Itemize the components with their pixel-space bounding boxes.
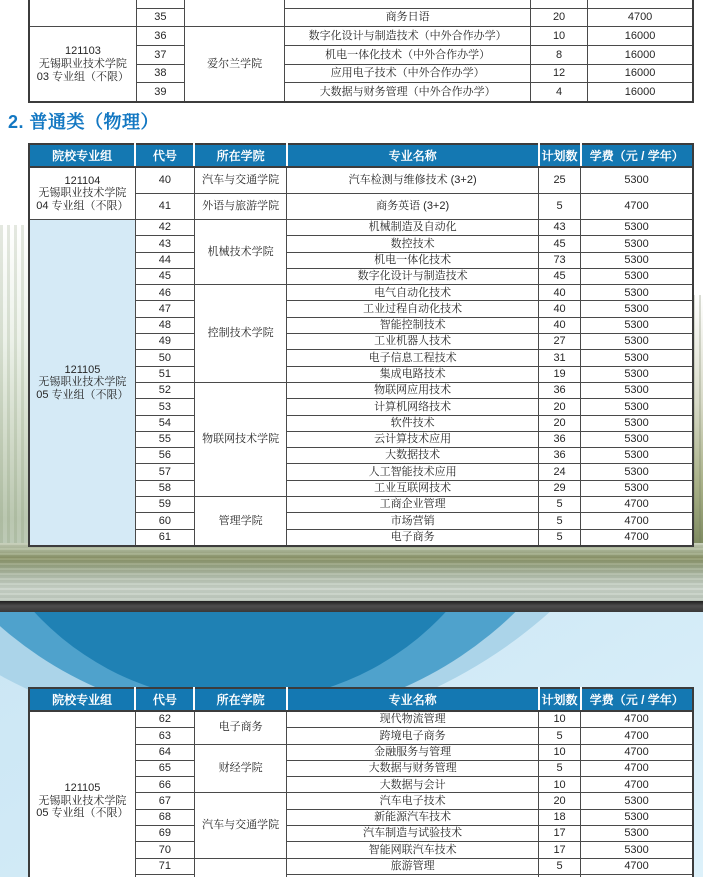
col-header-major: 专业名称 <box>287 144 539 167</box>
plan-cell: 5 <box>539 728 581 744</box>
code-cell: 38 <box>136 64 184 83</box>
section-title: 2. 普通类（物理） <box>8 112 160 132</box>
major-cell: 物联网应用技术 <box>287 382 539 398</box>
group-line: 无锡职业技术学院 <box>38 794 127 807</box>
group-cell <box>29 167 135 220</box>
plan-cell: 20 <box>539 415 581 431</box>
table-row <box>29 711 693 728</box>
fee-cell: 5300 <box>581 268 693 284</box>
major-cell: 市场营销 <box>287 513 539 529</box>
col-header-plan: 计划数 <box>539 688 581 711</box>
col-header-major: 专业名称 <box>287 688 539 711</box>
plan-cell <box>530 0 587 8</box>
code-cell: 41 <box>135 194 194 220</box>
code-cell: 42 <box>135 220 194 236</box>
code-cell: 44 <box>135 252 194 268</box>
code-cell: 62 <box>135 711 194 728</box>
plan-cell: 20 <box>539 399 581 415</box>
college-cell <box>194 858 286 877</box>
admission-table-middle <box>28 143 694 547</box>
fee-cell: 5300 <box>581 448 693 464</box>
fee-cell: 5300 <box>581 220 693 236</box>
plan-cell: 10 <box>539 777 581 793</box>
major-cell: 电气自动化技术 <box>287 285 539 301</box>
fee-cell: 4700 <box>581 744 693 760</box>
fee-cell: 5300 <box>581 236 693 252</box>
page-separator-bar <box>0 601 703 612</box>
fee-cell: 4700 <box>581 858 693 874</box>
code-cell: 39 <box>136 83 184 102</box>
fee-cell: 4700 <box>581 529 693 546</box>
fee-cell: 4700 <box>581 777 693 793</box>
code-cell: 36 <box>136 27 184 46</box>
plan-cell: 36 <box>539 382 581 398</box>
code-cell: 66 <box>135 777 194 793</box>
plan-cell: 4 <box>530 83 587 102</box>
fee-cell: 5300 <box>581 826 693 842</box>
code-cell: 67 <box>135 793 194 809</box>
code-cell: 50 <box>135 350 194 366</box>
major-cell: 机电一体化技术 <box>287 252 539 268</box>
major-cell: 新能源汽车技术 <box>287 809 539 825</box>
code-cell: 54 <box>135 415 194 431</box>
plan-cell: 12 <box>530 64 587 83</box>
code-cell: 43 <box>135 236 194 252</box>
major-cell: 汽车检测与维修技术 (3+2) <box>287 167 539 194</box>
major-cell: 数控技术 <box>287 236 539 252</box>
plan-cell: 5 <box>539 194 581 220</box>
major-cell: 人工智能技术应用 <box>287 464 539 480</box>
major-cell: 商务日语 <box>285 8 531 27</box>
code-cell: 56 <box>135 448 194 464</box>
group-line: 121105 <box>64 363 101 376</box>
plan-cell: 18 <box>539 809 581 825</box>
plan-cell: 5 <box>539 858 581 874</box>
code-cell: 57 <box>135 464 194 480</box>
group-line: 05 专业组（不限） <box>36 807 129 820</box>
plan-cell: 36 <box>539 431 581 447</box>
major-cell: 数字化设计与制造技术（中外合作办学） <box>285 27 531 46</box>
code-cell: 64 <box>135 744 194 760</box>
table-row <box>29 27 693 46</box>
code-cell: 70 <box>135 842 194 858</box>
code-cell: 60 <box>135 513 194 529</box>
fee-cell: 5300 <box>581 464 693 480</box>
group-line: 03 专业组（不限） <box>36 70 130 83</box>
major-cell: 工业互联网技术 <box>287 480 539 496</box>
major-cell: 云计算技术应用 <box>287 431 539 447</box>
group-line: 121104 <box>64 174 101 187</box>
fee-cell: 5300 <box>581 431 693 447</box>
fee-cell: 5300 <box>581 285 693 301</box>
group-cell <box>29 27 136 102</box>
major-cell: 金融服务与管理 <box>287 744 539 760</box>
plan-cell: 43 <box>539 220 581 236</box>
college-cell: 财经学院 <box>194 744 286 793</box>
fee-cell: 5300 <box>581 399 693 415</box>
plan-cell: 40 <box>539 301 581 317</box>
fee-cell: 16000 <box>588 83 693 102</box>
col-header-plan: 计划数 <box>539 144 581 167</box>
group-cell <box>29 220 135 546</box>
plan-cell: 5 <box>539 497 581 513</box>
group-line: 无锡职业技术学院 <box>38 57 127 70</box>
major-cell: 数字化设计与制造技术 <box>287 268 539 284</box>
table-row <box>29 0 693 8</box>
group-line: 04 专业组（不限） <box>36 199 129 212</box>
fee-cell: 16000 <box>588 64 693 83</box>
college-cell: 汽车与交通学院 <box>194 793 286 858</box>
group-line: 05 专业组（不限） <box>36 388 129 401</box>
fee-cell: 4700 <box>581 513 693 529</box>
plan-cell: 8 <box>530 46 587 65</box>
major-cell: 大数据与会计 <box>287 777 539 793</box>
code-cell: 58 <box>135 480 194 496</box>
major-cell: 计算机网络技术 <box>287 399 539 415</box>
plan-cell: 10 <box>539 744 581 760</box>
code-cell: 63 <box>135 728 194 744</box>
major-cell: 大数据与财务管理 <box>287 760 539 776</box>
code-cell: 59 <box>135 497 194 513</box>
code-cell: 49 <box>135 334 194 350</box>
code-cell: 47 <box>135 301 194 317</box>
fee-cell: 5300 <box>581 167 693 194</box>
fee-cell <box>588 0 693 8</box>
college-cell: 机械技术学院 <box>194 220 286 285</box>
code-cell: 53 <box>135 399 194 415</box>
plan-cell: 73 <box>539 252 581 268</box>
col-header-college: 所在学院 <box>194 688 286 711</box>
major-cell: 商务英语 (3+2) <box>287 194 539 220</box>
fee-cell: 16000 <box>588 27 693 46</box>
fee-cell: 5300 <box>581 366 693 382</box>
plan-cell: 10 <box>530 27 587 46</box>
table-row <box>29 220 693 236</box>
college-cell: 物联网技术学院 <box>194 382 286 496</box>
code-cell: 71 <box>135 858 194 874</box>
plan-cell: 45 <box>539 236 581 252</box>
col-header-fee: 学费（元 / 学年） <box>581 144 693 167</box>
group-line: 121103 <box>64 45 101 58</box>
plan-cell: 25 <box>539 167 581 194</box>
plan-cell: 29 <box>539 480 581 496</box>
major-cell: 智能控制技术 <box>287 317 539 333</box>
plan-cell: 19 <box>539 366 581 382</box>
fee-cell: 4700 <box>581 497 693 513</box>
code-cell: 51 <box>135 366 194 382</box>
major-cell: 汽车制造与试验技术 <box>287 826 539 842</box>
college-cell: 电子商务 <box>194 711 286 744</box>
college-cell: 管理学院 <box>194 497 286 546</box>
code-cell: 52 <box>135 382 194 398</box>
plan-cell: 5 <box>539 513 581 529</box>
col-header-fee: 学费（元 / 学年） <box>581 688 693 711</box>
college-cell: 爱尔兰学院 <box>184 27 284 102</box>
fee-cell: 5300 <box>581 317 693 333</box>
fee-cell: 5300 <box>581 415 693 431</box>
plan-cell: 36 <box>539 448 581 464</box>
major-cell: 工业机器人技术 <box>287 334 539 350</box>
col-header-college: 所在学院 <box>194 144 286 167</box>
code-cell: 68 <box>135 809 194 825</box>
major-cell: 现代物流管理 <box>287 711 539 728</box>
major-cell: 跨境电子商务 <box>287 728 539 744</box>
fee-cell: 4700 <box>581 711 693 728</box>
code-cell: 46 <box>135 285 194 301</box>
fee-cell: 5300 <box>581 252 693 268</box>
plan-cell: 10 <box>539 711 581 728</box>
plan-cell: 20 <box>530 8 587 27</box>
fee-cell: 5300 <box>581 842 693 858</box>
college-cell: 控制技术学院 <box>194 285 286 383</box>
table-mid-wrap <box>28 143 694 547</box>
plan-cell: 40 <box>539 285 581 301</box>
major-cell: 大数据技术 <box>287 448 539 464</box>
code-cell: 35 <box>136 8 184 27</box>
college-cell: 外语与旅游学院 <box>194 194 286 220</box>
fee-cell: 5300 <box>581 382 693 398</box>
plan-cell: 45 <box>539 268 581 284</box>
plan-cell: 5 <box>539 760 581 776</box>
major-cell: 电子商务 <box>287 529 539 546</box>
group-line: 121105 <box>64 782 101 795</box>
group-line: 无锡职业技术学院 <box>38 187 127 200</box>
header-row <box>29 688 693 711</box>
plan-cell: 31 <box>539 350 581 366</box>
major-cell: 集成电路技术 <box>287 366 539 382</box>
code-cell: 45 <box>135 268 194 284</box>
major-cell: 旅游管理 <box>287 858 539 874</box>
code-cell: 61 <box>135 529 194 546</box>
major-cell: 智能网联汽车技术 <box>287 842 539 858</box>
fee-cell: 4700 <box>588 8 693 27</box>
major-cell: 汽车电子技术 <box>287 793 539 809</box>
major-cell: 机械制造及自动化 <box>287 220 539 236</box>
admission-table-bottom <box>28 687 694 877</box>
major-cell: 软件技术 <box>287 415 539 431</box>
fee-cell: 4700 <box>581 728 693 744</box>
major-cell: 大数据与财务管理（中外合作办学） <box>285 83 531 102</box>
plan-cell: 40 <box>539 317 581 333</box>
fee-cell: 5300 <box>581 793 693 809</box>
major-cell: 机电一体化技术（中外合作办学） <box>285 46 531 65</box>
plan-cell: 27 <box>539 334 581 350</box>
col-header-code: 代号 <box>135 688 194 711</box>
major-cell: 工商企业管理 <box>287 497 539 513</box>
major-cell: 应用电子技术（中外合作办学） <box>285 64 531 83</box>
fee-cell: 4700 <box>581 760 693 776</box>
table-row <box>29 167 693 194</box>
photo-water-band <box>0 543 703 601</box>
plan-cell: 17 <box>539 826 581 842</box>
col-header-group: 院校专业组 <box>29 688 135 711</box>
college-cell <box>184 0 284 27</box>
college-cell: 汽车与交通学院 <box>194 167 286 194</box>
major-cell <box>285 0 531 8</box>
fee-cell: 5300 <box>581 350 693 366</box>
plan-cell: 20 <box>539 793 581 809</box>
plan-cell: 17 <box>539 842 581 858</box>
code-cell: 69 <box>135 826 194 842</box>
fee-cell: 5300 <box>581 334 693 350</box>
table-top-wrap <box>28 0 698 104</box>
group-cell <box>29 711 135 877</box>
col-header-group: 院校专业组 <box>29 144 135 167</box>
fee-cell: 4700 <box>581 194 693 220</box>
fee-cell: 16000 <box>588 46 693 65</box>
code-cell: 65 <box>135 760 194 776</box>
plan-cell: 5 <box>539 529 581 546</box>
table-bottom-wrap <box>28 687 694 877</box>
group-cell <box>29 0 136 27</box>
admission-table-top <box>28 0 694 103</box>
fee-cell: 5300 <box>581 301 693 317</box>
code-cell: 37 <box>136 46 184 65</box>
header-row <box>29 144 693 167</box>
fee-cell: 5300 <box>581 480 693 496</box>
code-cell <box>136 0 184 8</box>
major-cell: 电子信息工程技术 <box>287 350 539 366</box>
code-cell: 55 <box>135 431 194 447</box>
code-cell: 48 <box>135 317 194 333</box>
group-line: 无锡职业技术学院 <box>38 376 127 389</box>
major-cell: 工业过程自动化技术 <box>287 301 539 317</box>
plan-cell: 24 <box>539 464 581 480</box>
col-header-code: 代号 <box>135 144 194 167</box>
fee-cell: 5300 <box>581 809 693 825</box>
code-cell: 40 <box>135 167 194 194</box>
